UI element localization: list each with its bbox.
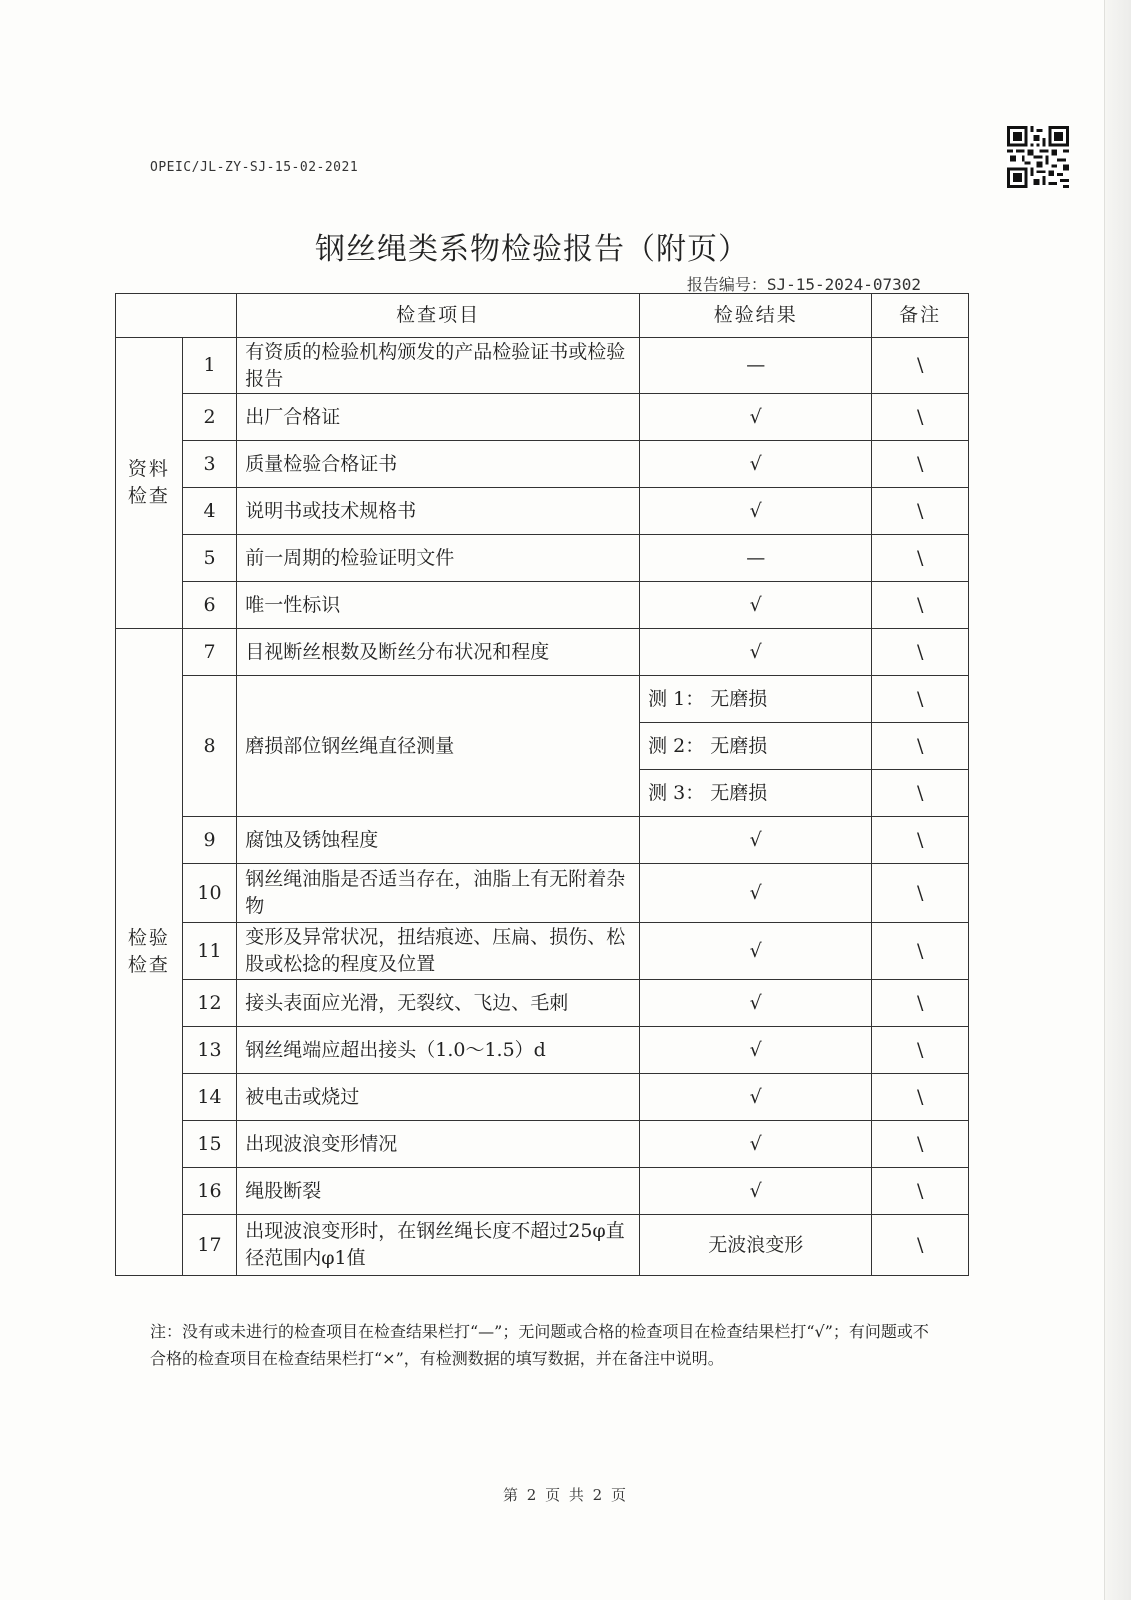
table-row xyxy=(116,629,969,676)
row-result: √ xyxy=(640,441,872,488)
table-row xyxy=(116,1074,969,1121)
measurement-result: 测 2： 无磨损 xyxy=(640,723,872,770)
row-item: 出现波浪变形情况 xyxy=(237,1121,640,1168)
row-remark: \ xyxy=(872,864,969,923)
row-remark: \ xyxy=(872,441,969,488)
row-result: √ xyxy=(640,1074,872,1121)
row-result: √ xyxy=(640,980,872,1027)
row-remark: \ xyxy=(872,723,969,770)
row-result: √ xyxy=(640,394,872,441)
row-number: 7 xyxy=(182,629,236,676)
table-row xyxy=(116,1168,969,1215)
row-remark: \ xyxy=(872,1168,969,1215)
measurement-result: 测 3： 无磨损 xyxy=(640,770,872,817)
report-number xyxy=(687,272,921,295)
table-row xyxy=(116,488,969,535)
row-item: 钢丝绳油脂是否适当存在，油脂上有无附着杂物 xyxy=(237,864,640,923)
report-number-label: 报告编号： xyxy=(686,275,767,294)
row-number: 9 xyxy=(182,817,236,864)
table-row xyxy=(116,864,969,923)
row-number: 5 xyxy=(182,535,236,582)
row-result: — xyxy=(640,338,872,394)
row-remark: \ xyxy=(872,676,969,723)
row-remark: \ xyxy=(872,488,969,535)
row-number: 4 xyxy=(182,488,236,535)
table-row xyxy=(116,1027,969,1074)
row-item: 有资质的检验机构颁发的产品检验证书或检验报告 xyxy=(237,338,640,394)
row-remark: \ xyxy=(872,1121,969,1168)
group-label-inspection-check xyxy=(116,629,183,1276)
table-row xyxy=(116,441,969,488)
document-code: OPEIC/JL-ZY-SJ-15-02-2021 xyxy=(150,160,359,175)
group-label-text: 检验 检查 xyxy=(127,927,170,976)
row-number: 2 xyxy=(182,394,236,441)
row-item: 钢丝绳端应超出接头（1.0～1.5）d xyxy=(237,1027,640,1074)
row-result: √ xyxy=(640,1121,872,1168)
row-item: 变形及异常状况，扭结痕迹、压扁、损伤、松股或松捻的程度及位置 xyxy=(237,923,640,980)
footnote: 注：没有或未进行的检查项目在检查结果栏打“—”；无问题或合格的检查项目在检查结果栏打“√”；有问题或不合格的检查项目在检查结果栏打“×”，有检测数据的填写数据，并在备注中说明。 xyxy=(150,1322,929,1368)
row-item: 前一周期的检验证明文件 xyxy=(237,535,640,582)
row-item: 磨损部位钢丝绳直径测量 xyxy=(237,676,640,817)
table-row xyxy=(116,394,969,441)
table-row xyxy=(116,676,969,723)
row-result: √ xyxy=(640,488,872,535)
report-title: 钢丝绳类系物检验报告（附页） xyxy=(315,232,749,267)
row-remark: \ xyxy=(872,535,969,582)
row-result: 无波浪变形 xyxy=(640,1215,872,1276)
row-result: √ xyxy=(640,1168,872,1215)
row-item: 说明书或技术规格书 xyxy=(237,488,640,535)
row-result: — xyxy=(640,535,872,582)
row-remark: \ xyxy=(872,770,969,817)
row-remark: \ xyxy=(872,817,969,864)
row-remark: \ xyxy=(872,980,969,1027)
row-item: 出厂合格证 xyxy=(237,394,640,441)
row-item: 绳股断裂 xyxy=(237,1168,640,1215)
row-remark: \ xyxy=(872,923,969,980)
row-number: 11 xyxy=(182,923,236,980)
row-item: 质量检验合格证书 xyxy=(237,441,640,488)
row-number: 10 xyxy=(182,864,236,923)
row-number: 15 xyxy=(182,1121,236,1168)
column-header-remark: 备注 xyxy=(872,294,969,338)
row-result: √ xyxy=(640,582,872,629)
row-number: 3 xyxy=(182,441,236,488)
table-row xyxy=(116,1121,969,1168)
qr-code-icon xyxy=(1007,126,1069,188)
inspection-table xyxy=(115,293,969,1276)
measurement-result: 测 1： 无磨损 xyxy=(640,676,872,723)
row-item: 被电击或烧过 xyxy=(237,1074,640,1121)
table-row xyxy=(116,535,969,582)
header-blank-cell xyxy=(116,294,237,338)
table-row xyxy=(116,582,969,629)
row-remark: \ xyxy=(872,1074,969,1121)
table-row xyxy=(116,1215,969,1276)
table-row xyxy=(116,980,969,1027)
group-label-document-check xyxy=(116,338,183,629)
row-number: 12 xyxy=(182,980,236,1027)
row-result: √ xyxy=(640,864,872,923)
row-number: 13 xyxy=(182,1027,236,1074)
group-label-text: 资料 检查 xyxy=(127,458,170,507)
row-remark: \ xyxy=(872,1027,969,1074)
report-number-value: SJ-15-2024-07302 xyxy=(766,275,921,294)
row-item: 出现波浪变形时，在钢丝绳长度不超过25φ直径范围内φ1值 xyxy=(237,1215,640,1276)
row-result: √ xyxy=(640,817,872,864)
row-item: 唯一性标识 xyxy=(237,582,640,629)
row-remark: \ xyxy=(872,582,969,629)
row-number: 8 xyxy=(182,676,236,817)
column-header-item: 检查项目 xyxy=(237,294,640,338)
row-number: 17 xyxy=(182,1215,236,1276)
row-result: √ xyxy=(640,629,872,676)
row-remark: \ xyxy=(872,1215,969,1276)
page-edge xyxy=(1104,0,1131,1600)
row-result: √ xyxy=(640,923,872,980)
table-row xyxy=(116,338,969,394)
row-result: √ xyxy=(640,1027,872,1074)
row-number: 1 xyxy=(182,338,236,394)
row-remark: \ xyxy=(872,629,969,676)
table-row xyxy=(116,923,969,980)
row-number: 6 xyxy=(182,582,236,629)
row-item: 目视断丝根数及断丝分布状况和程度 xyxy=(237,629,640,676)
row-item: 接头表面应光滑，无裂纹、飞边、毛刺 xyxy=(237,980,640,1027)
table-header-row xyxy=(116,294,969,338)
row-number: 16 xyxy=(182,1168,236,1215)
row-remark: \ xyxy=(872,338,969,394)
row-item: 腐蚀及锈蚀程度 xyxy=(237,817,640,864)
page-number: 第 2 页 共 2 页 xyxy=(503,1486,628,1504)
column-header-result: 检验结果 xyxy=(640,294,872,338)
row-remark: \ xyxy=(872,394,969,441)
row-number: 14 xyxy=(182,1074,236,1121)
table-row xyxy=(116,817,969,864)
